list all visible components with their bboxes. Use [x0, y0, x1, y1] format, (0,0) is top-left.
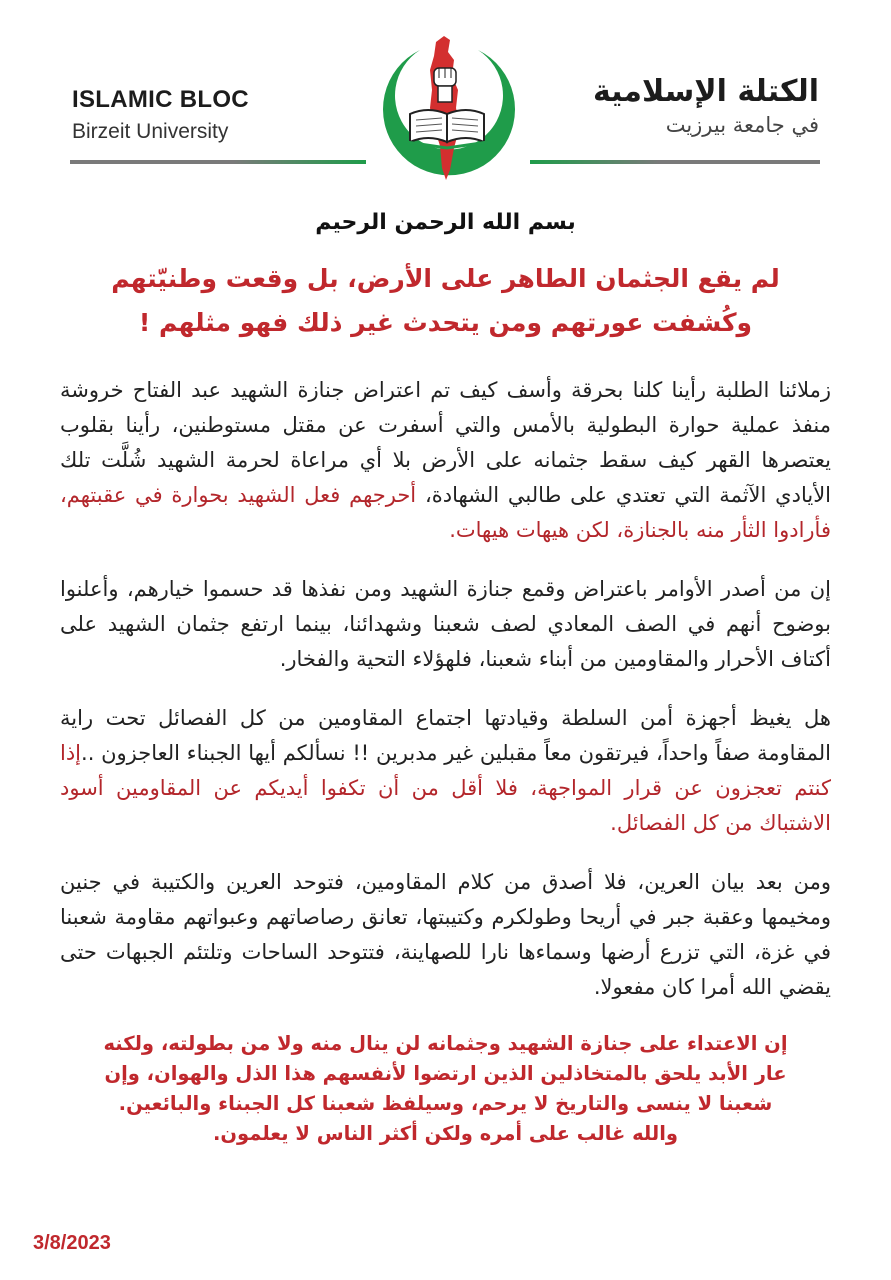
headline-line-2: وكُشفت عورتهم ومن يتحدث غير ذلك فهو مثلهم ! — [138, 308, 753, 337]
logo-fist-icon — [434, 68, 456, 102]
basmala: بسم الله الرحمن الرحيم — [315, 210, 576, 235]
headline-line-1: لم يقع الجثمان الطاهر على الأرض، بل وقعت وطنيّتهم — [111, 264, 780, 293]
paragraph-4-text: ومن بعد بيان العرين، فلا أصدق من كلام المقاومين، فتوحد العرين والكتيبة في جنين ومخيمها وعقبة جبر في أريحا وطولكرم وكتيبتها، تعانق رصاصاتهم وعبواتهم مقاومة شعبنا في غزة، التي تزرع أرضها وسماءها نارا للصهاينة، فتتوحد الساحات وتلتئم الجبهات حتى يقضي الله أمرا كان مفعولا. — [60, 870, 831, 999]
closing-line-1: إن الاعتداء على جنازة الشهيد وجثمانه لن ينال منه ولا من بطولته، ولكنه — [103, 1032, 788, 1055]
closing-line-4: والله غالب على أمره ولكن أكثر الناس لا يعلمون. — [212, 1122, 679, 1145]
brand-arabic — [519, 74, 819, 137]
university-name-en: Birzeit University — [72, 120, 229, 143]
paragraph-3 — [60, 701, 831, 841]
paragraph-1-highlight: أحرجهم فعل الشهيد بحوارة في عقبتهم، فأرادوا الثأر منه بالجنازة، لكن هيهات هيهات. — [60, 483, 831, 542]
brand-english — [72, 86, 332, 144]
paragraph-2-text: إن من أصدر الأوامر باعتراض وقمع جنازة الشهيد ومن نفذها قد حسموا خيارهم، وأعلنوا بوضوح أنهم في الصف المعادي لصف شعبنا وشهدائنا، بينما ارتفع جثمان الشهيد على أكتاف الأحرار والمقاومين من أبناء شعبنا، فلهؤلاء التحية والفخار. — [60, 577, 831, 671]
logo-book-icon — [406, 110, 488, 148]
university-name-ar: في جامعة بيرزيت — [665, 113, 819, 137]
statement-headline — [60, 257, 831, 345]
statement-date: 3/8/2023 — [33, 1232, 111, 1254]
paragraph-3-highlight: إذا كنتم تعجزون عن قرار المواجهة، فلا أقل من أن تكفوا أيديكم عن المقاومين أسود الاشتباك من كل الفصائل. — [60, 741, 831, 835]
paragraph-4 — [60, 865, 831, 1005]
closing-line-2: عار الأبد يلحق بالمتخاذلين الذين ارتضوا لأنفسهم هذا الذل والهوان، وإن — [104, 1062, 787, 1085]
header-divider-right — [530, 160, 820, 164]
paragraph-2 — [60, 572, 831, 677]
header-divider-left — [70, 160, 366, 164]
letterhead — [0, 0, 891, 200]
closing-line-3: شعبنا لا ينسى والتاريخ لا يرحم، وسيلفظ شعبنا كل الجبناء والبائعين. — [118, 1092, 773, 1115]
org-name-en: ISLAMIC BLOC — [72, 86, 249, 113]
closing-statement — [60, 1029, 831, 1149]
org-name-ar: الكتلة الإسلامية — [592, 74, 819, 109]
islamic-bloc-logo — [370, 30, 525, 195]
paragraph-1-text: زملائنا الطلبة رأينا كلنا بحرقة وأسف كيف تم اعتراض جنازة الشهيد عبد الفتاح خروشة منفذ عملية حوارة البطولية بالأمس والتي أسفرت عن مقتل مستوطنين، رأينا بقلوب يعتصرها القهر كيف سقط جثمانه على الأرض بلا أي مراعاة لحرمة الشهيد شُلَّت تلك الأيادي الآثمة التي تعتدي على طالبي الشهادة، — [60, 378, 832, 507]
paragraph-1 — [60, 373, 831, 548]
statement-body — [60, 200, 831, 1149]
paragraph-3-text: هل يغيظ أجهزة أمن السلطة وقيادتها اجتماع المقاومين من كل الفصائل تحت راية المقاومة صفاً واحداً، فيرتقون معاً مقبلين غير مدبرين !! نسألكم أيها الجبناء العاجزون .. — [60, 706, 831, 765]
